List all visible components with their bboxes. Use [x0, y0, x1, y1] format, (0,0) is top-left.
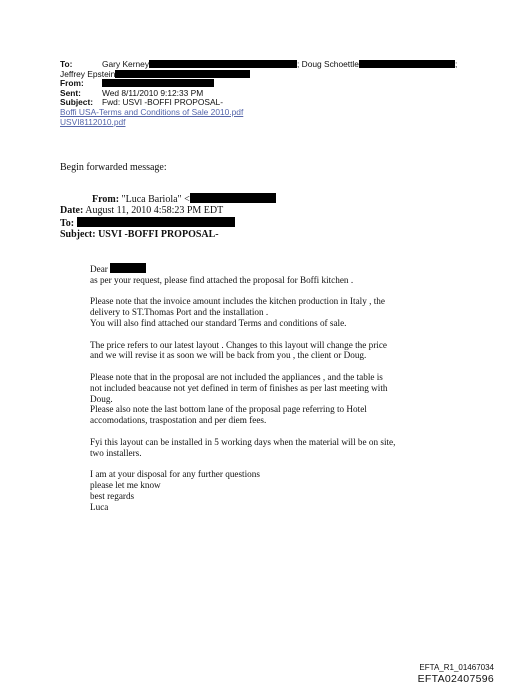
to-name-2: Doug Schoettle	[301, 59, 359, 69]
greeting: Dear	[90, 264, 108, 274]
from-label: From:	[60, 78, 84, 89]
attachment-link-proposal[interactable]: USVI8112010.pdf	[60, 116, 126, 127]
fwd-subject-value: USVI -BOFFI PROPOSAL-	[98, 229, 219, 240]
subject-value: Fwd: USVI -BOFFI PROPOSAL-	[102, 97, 223, 108]
to-label: To:	[60, 59, 73, 69]
attachment-link-terms[interactable]: Boffi USA-Terms and Conditions of Sale 2010.pdf	[60, 106, 244, 117]
sent-label: Sent:	[60, 87, 81, 98]
paragraph-5: Fyi this layout can be installed in 5 working days when the material will be on site, two installers.	[90, 436, 396, 458]
redaction-bar	[77, 217, 235, 227]
to-row: To: Gary Kerney ; Doug Schoettle ;	[60, 59, 458, 69]
email-header	[60, 60, 460, 127]
subject-label: Subject:	[60, 97, 94, 108]
closing: I am at your disposal for any further questions please let me know best regards Luca	[90, 469, 260, 512]
fwd-subject-label: Subject:	[60, 229, 96, 240]
fwd-from-label: From:	[92, 194, 120, 205]
redaction-bar	[190, 193, 276, 203]
fwd-from-value: "Luca Bariola" <	[121, 194, 190, 205]
redaction-bar	[102, 79, 214, 87]
paragraph-4: Please note that in the proposal are not included the appliances , and the table is not included beacause not yet defined in term of finishes as per last meeting with Doug. Please also note the last bottom lane of the proposal page referring to Hotel accomodations, traspostation and per diem fees.	[90, 371, 388, 426]
redaction-bar	[149, 60, 297, 68]
forwarded-intro: Begin forwarded message:	[60, 162, 167, 173]
document-id-r1: EFTA_R1_01467034	[419, 663, 494, 672]
document-id-efta: EFTA02407596	[417, 673, 494, 685]
to-row-cont	[60, 70, 460, 80]
fwd-to-label: To:	[60, 218, 75, 229]
message-body	[90, 263, 430, 523]
fwd-date-label: Date:	[60, 205, 84, 216]
greeting-line	[90, 263, 430, 275]
signature-name: Luca	[90, 501, 109, 512]
to-name-1: Gary Kerney	[102, 59, 150, 69]
fwd-date-value: August 11, 2010 4:58:23 PM EDT	[85, 205, 224, 216]
redaction-bar	[110, 263, 146, 273]
sent-value: Wed 8/11/2010 9:12:33 PM	[102, 87, 204, 98]
paragraph-2: Please note that the invoice amount includes the kitchen production in Italy , the delivery to ST.Thomas Port and the installation . You will also find attached our standard Terms and conditions of sale.	[90, 296, 385, 328]
redaction-bar	[115, 70, 250, 78]
paragraph-3: The price refers to our latest layout . Changes to this layout will change the price and we will revise it as soon we will be back from you , the client or Doug.	[90, 339, 387, 361]
paragraph-1: as per your request, please find attached the proposal for Boffi kitchen .	[90, 274, 354, 285]
to-name-3: Jeffrey Epstein	[60, 68, 116, 79]
redaction-bar	[359, 60, 455, 68]
